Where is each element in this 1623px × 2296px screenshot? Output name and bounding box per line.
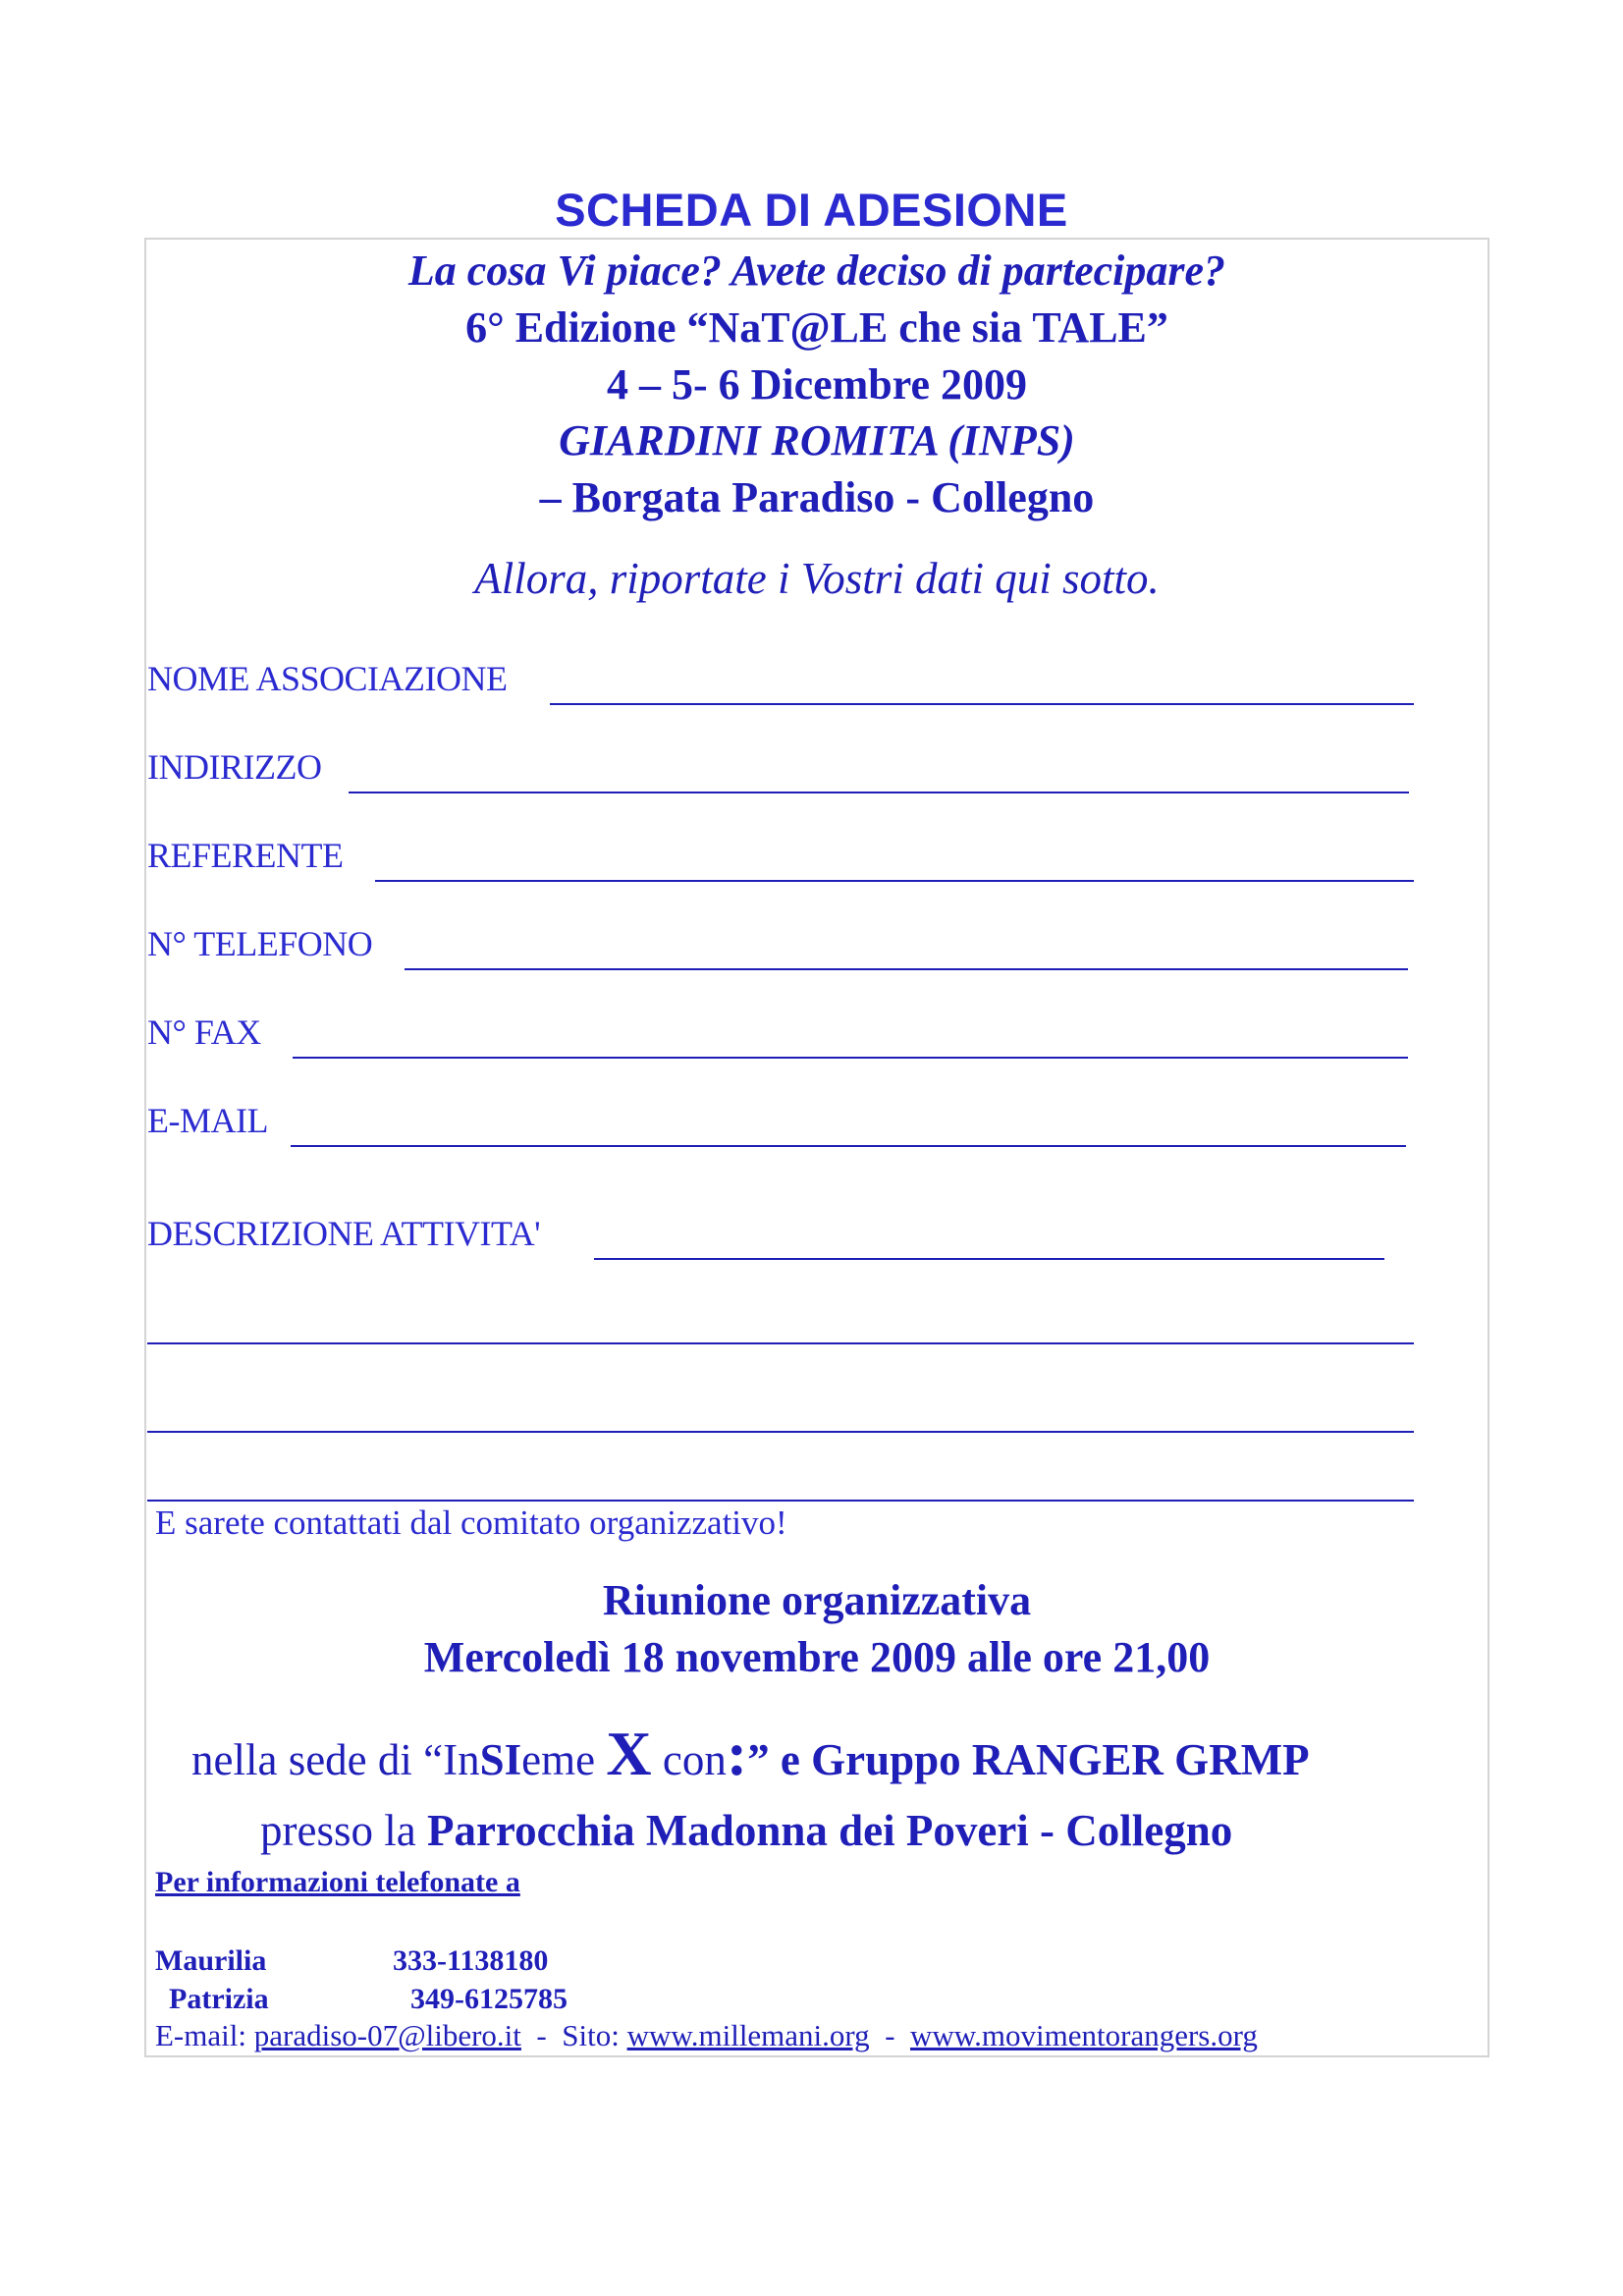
meeting-place xyxy=(191,1719,1468,1788)
field-nome-associazione[interactable] xyxy=(147,659,1414,705)
field-line xyxy=(349,792,1409,793)
field-label: N° FAX xyxy=(147,1012,261,1052)
contact-phone: 349-6125785 xyxy=(410,1983,568,2015)
header-location: – Borgata Paradiso - Collegno xyxy=(539,473,1095,521)
header-dates: 4 – 5- 6 Dicembre 2009 xyxy=(606,360,1028,409)
place-group: ” e Gruppo RANGER GRMP xyxy=(747,1735,1310,1784)
place-colon: : xyxy=(726,1719,748,1788)
email-label: E-mail: xyxy=(155,2018,254,2052)
description-line[interactable] xyxy=(147,1342,1414,1344)
header-question: La cosa Vi piace? Avete deciso di partecipare? xyxy=(407,246,1226,295)
meeting-datetime: Mercoledì 18 novembre 2009 alle ore 21,00 xyxy=(423,1633,1211,1681)
meeting-title: Riunione organizzativa xyxy=(602,1576,1032,1624)
field-telefono[interactable] xyxy=(147,924,1414,970)
field-email[interactable] xyxy=(147,1101,1414,1147)
header-instruction: Allora, riportate i Vostri dati qui sotto. xyxy=(474,554,1160,603)
place-si: SI xyxy=(479,1735,522,1784)
site-link-movimentorangers[interactable]: www.movimentorangers.org xyxy=(910,2018,1258,2052)
email-link[interactable]: paradiso-07@libero.it xyxy=(253,2018,521,2052)
field-line xyxy=(293,1057,1408,1059)
field-line xyxy=(550,703,1414,705)
field-indirizzo[interactable] xyxy=(147,747,1414,793)
contact-name: Maurilia xyxy=(155,1944,267,1977)
place-text: nella sede di “In xyxy=(191,1735,480,1784)
field-line xyxy=(291,1145,1406,1147)
field-referente[interactable] xyxy=(147,836,1414,882)
field-label: REFERENTE xyxy=(147,836,344,875)
place-text: con xyxy=(651,1735,727,1784)
contact-phone: 333-1138180 xyxy=(393,1944,549,1977)
parish-prefix: presso la xyxy=(260,1806,427,1855)
field-label: E-MAIL xyxy=(147,1101,268,1140)
field-label: N° TELEFONO xyxy=(147,924,373,963)
field-label: INDIRIZZO xyxy=(147,747,322,787)
field-line xyxy=(405,968,1408,970)
place-text: eme xyxy=(521,1735,607,1784)
meeting-parish xyxy=(260,1807,1488,1856)
description-line[interactable] xyxy=(147,1500,1414,1502)
info-heading: Per informazioni telefonate a xyxy=(155,1866,520,1898)
field-fax[interactable] xyxy=(147,1012,1414,1059)
field-label: DESCRIZIONE ATTIVITA' xyxy=(147,1214,541,1253)
separator: - xyxy=(869,2018,911,2052)
field-line xyxy=(375,880,1414,882)
page-title: SCHEDA DI ADESIONE xyxy=(555,184,1068,236)
site-label: - Sito: xyxy=(520,2018,627,2052)
field-descrizione-attivita[interactable] xyxy=(147,1214,1414,1260)
contact-name: Patrizia xyxy=(169,1983,269,2015)
contact-note: E sarete contattati dal comitato organizzativo! xyxy=(155,1503,787,1542)
field-line xyxy=(594,1258,1384,1260)
site-link-millemani[interactable]: www.millemani.org xyxy=(626,2018,870,2052)
header-venue: GIARDINI ROMITA (INPS) xyxy=(559,416,1075,465)
field-label: NOME ASSOCIAZIONE xyxy=(147,659,508,698)
header-edition: 6° Edizione “NaT@LE che sia TALE” xyxy=(465,303,1168,352)
footer-links xyxy=(155,2018,1258,2053)
parish-name: Parrocchia Madonna dei Poveri - Collegno xyxy=(426,1806,1233,1855)
description-line[interactable] xyxy=(147,1431,1414,1433)
place-x: X xyxy=(606,1719,652,1788)
